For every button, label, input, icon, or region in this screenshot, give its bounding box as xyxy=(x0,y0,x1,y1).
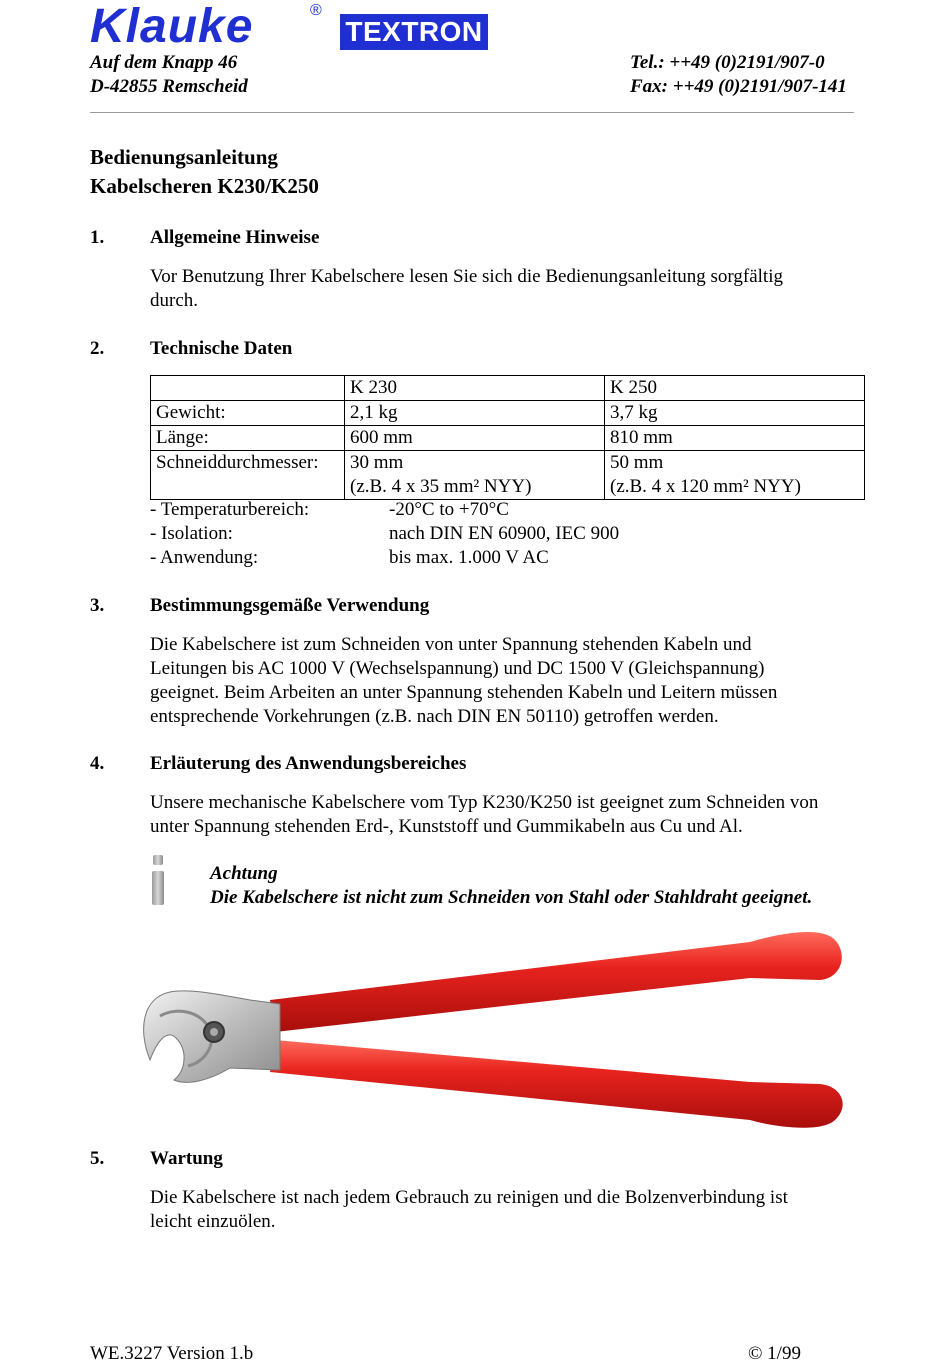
document-version: WE.3227 Version 1.b xyxy=(90,1343,254,1364)
text-line: Unsere mechanische Kabelschere vom Typ K230/K250 ist geeignet zum Schneiden von xyxy=(150,792,819,813)
address-street: Auf dem Knapp 46 xyxy=(90,52,238,73)
section-1-title: Allgemeine Hinweise xyxy=(150,227,320,248)
klauke-logo: Klauke xyxy=(90,0,254,53)
table-cell xyxy=(345,451,605,500)
header-divider xyxy=(90,112,854,113)
table-row xyxy=(151,451,865,500)
section-3-number: 3. xyxy=(90,595,105,616)
table-cell: K 230 xyxy=(345,376,605,401)
text-line: Die Kabelschere ist zum Schneiden von unter Spannung stehenden Kabeln und xyxy=(150,634,752,655)
address-city: D-42855 Remscheid xyxy=(90,76,248,97)
section-2-number: 2. xyxy=(90,338,105,359)
text-line: Vor Benutzung Ihrer Kabelschere lesen Sie sich die Bedienungsanleitung sorgfältig xyxy=(150,266,783,287)
note-heading: Achtung xyxy=(210,863,278,884)
tech-data-table xyxy=(150,375,865,500)
text-line: Leitungen bis AC 1000 V (Wechselspannung) und DC 1500 V (Gleichspannung) xyxy=(150,658,765,679)
fax-number: Fax: ++49 (0)2191/907-141 xyxy=(630,76,847,97)
cell-line: 50 mm xyxy=(610,452,664,473)
section-1-number: 1. xyxy=(90,227,105,248)
section-2-title: Technische Daten xyxy=(150,338,293,359)
section-1-text xyxy=(150,265,870,313)
table-cell: Schneiddurchmesser: xyxy=(151,451,345,500)
table-cell: Gewicht: xyxy=(151,401,345,426)
spec-label: - Isolation: xyxy=(150,523,233,544)
title-line-2: Kabelscheren K230/K250 xyxy=(90,174,319,198)
section-4-text xyxy=(150,791,870,839)
section-4-number: 4. xyxy=(90,753,105,774)
section-3-title: Bestimmungsgemäße Verwendung xyxy=(150,595,430,616)
document-title xyxy=(90,143,319,201)
section-3-text xyxy=(150,633,870,729)
spec-value: bis max. 1.000 V AC xyxy=(389,547,549,568)
table-row xyxy=(151,401,865,426)
cable-cutter-image xyxy=(130,920,860,1140)
info-icon xyxy=(148,855,170,907)
note-text: Die Kabelschere ist nicht zum Schneiden von Stahl oder Stahldraht geeignet. xyxy=(210,887,813,908)
textron-logo: TEXTRON xyxy=(340,14,488,50)
table-cell: 810 mm xyxy=(605,426,865,451)
text-line: unter Spannung stehenden Erd-, Kunststoff und Gummikabeln aus Cu und Al. xyxy=(150,816,743,837)
table-cell: 2,1 kg xyxy=(345,401,605,426)
registered-mark: ® xyxy=(310,2,322,19)
table-cell: Länge: xyxy=(151,426,345,451)
title-line-1: Bedienungsanleitung xyxy=(90,145,278,169)
section-5-text xyxy=(150,1186,870,1234)
cell-line: 30 mm xyxy=(350,452,404,473)
text-line: entsprechende Vorkehrungen (z.B. nach DIN EN 50110) getroffen werden. xyxy=(150,706,719,727)
table-cell: 3,7 kg xyxy=(605,401,865,426)
cell-line: (z.B. 4 x 120 mm² NYY) xyxy=(610,476,801,497)
section-5-title: Wartung xyxy=(150,1148,223,1169)
text-line: Die Kabelschere ist nach jedem Gebrauch zu reinigen und die Bolzenverbindung ist xyxy=(150,1187,788,1208)
section-5-number: 5. xyxy=(90,1148,105,1169)
copyright: © 1/99 xyxy=(748,1343,801,1364)
table-row xyxy=(151,426,865,451)
spec-value: nach DIN EN 60900, IEC 900 xyxy=(389,523,620,544)
table-cell xyxy=(605,451,865,500)
spec-label: - Anwendung: xyxy=(150,547,259,568)
text-line: leicht einzuölen. xyxy=(150,1211,276,1232)
cell-line: (z.B. 4 x 35 mm² NYY) xyxy=(350,476,532,497)
table-header-row xyxy=(151,376,865,401)
table-cell xyxy=(151,376,345,401)
table-cell: 600 mm xyxy=(345,426,605,451)
text-line: geeignet. Beim Arbeiten an unter Spannung stehenden Kabeln und Leitern müssen xyxy=(150,682,778,703)
section-4-title: Erläuterung des Anwendungsbereiches xyxy=(150,753,467,774)
phone-number: Tel.: ++49 (0)2191/907-0 xyxy=(630,52,825,73)
table-cell: K 250 xyxy=(605,376,865,401)
spec-label: - Temperaturbereich: xyxy=(150,499,310,520)
spec-value: -20°C to +70°C xyxy=(389,499,509,520)
text-line: durch. xyxy=(150,290,199,311)
